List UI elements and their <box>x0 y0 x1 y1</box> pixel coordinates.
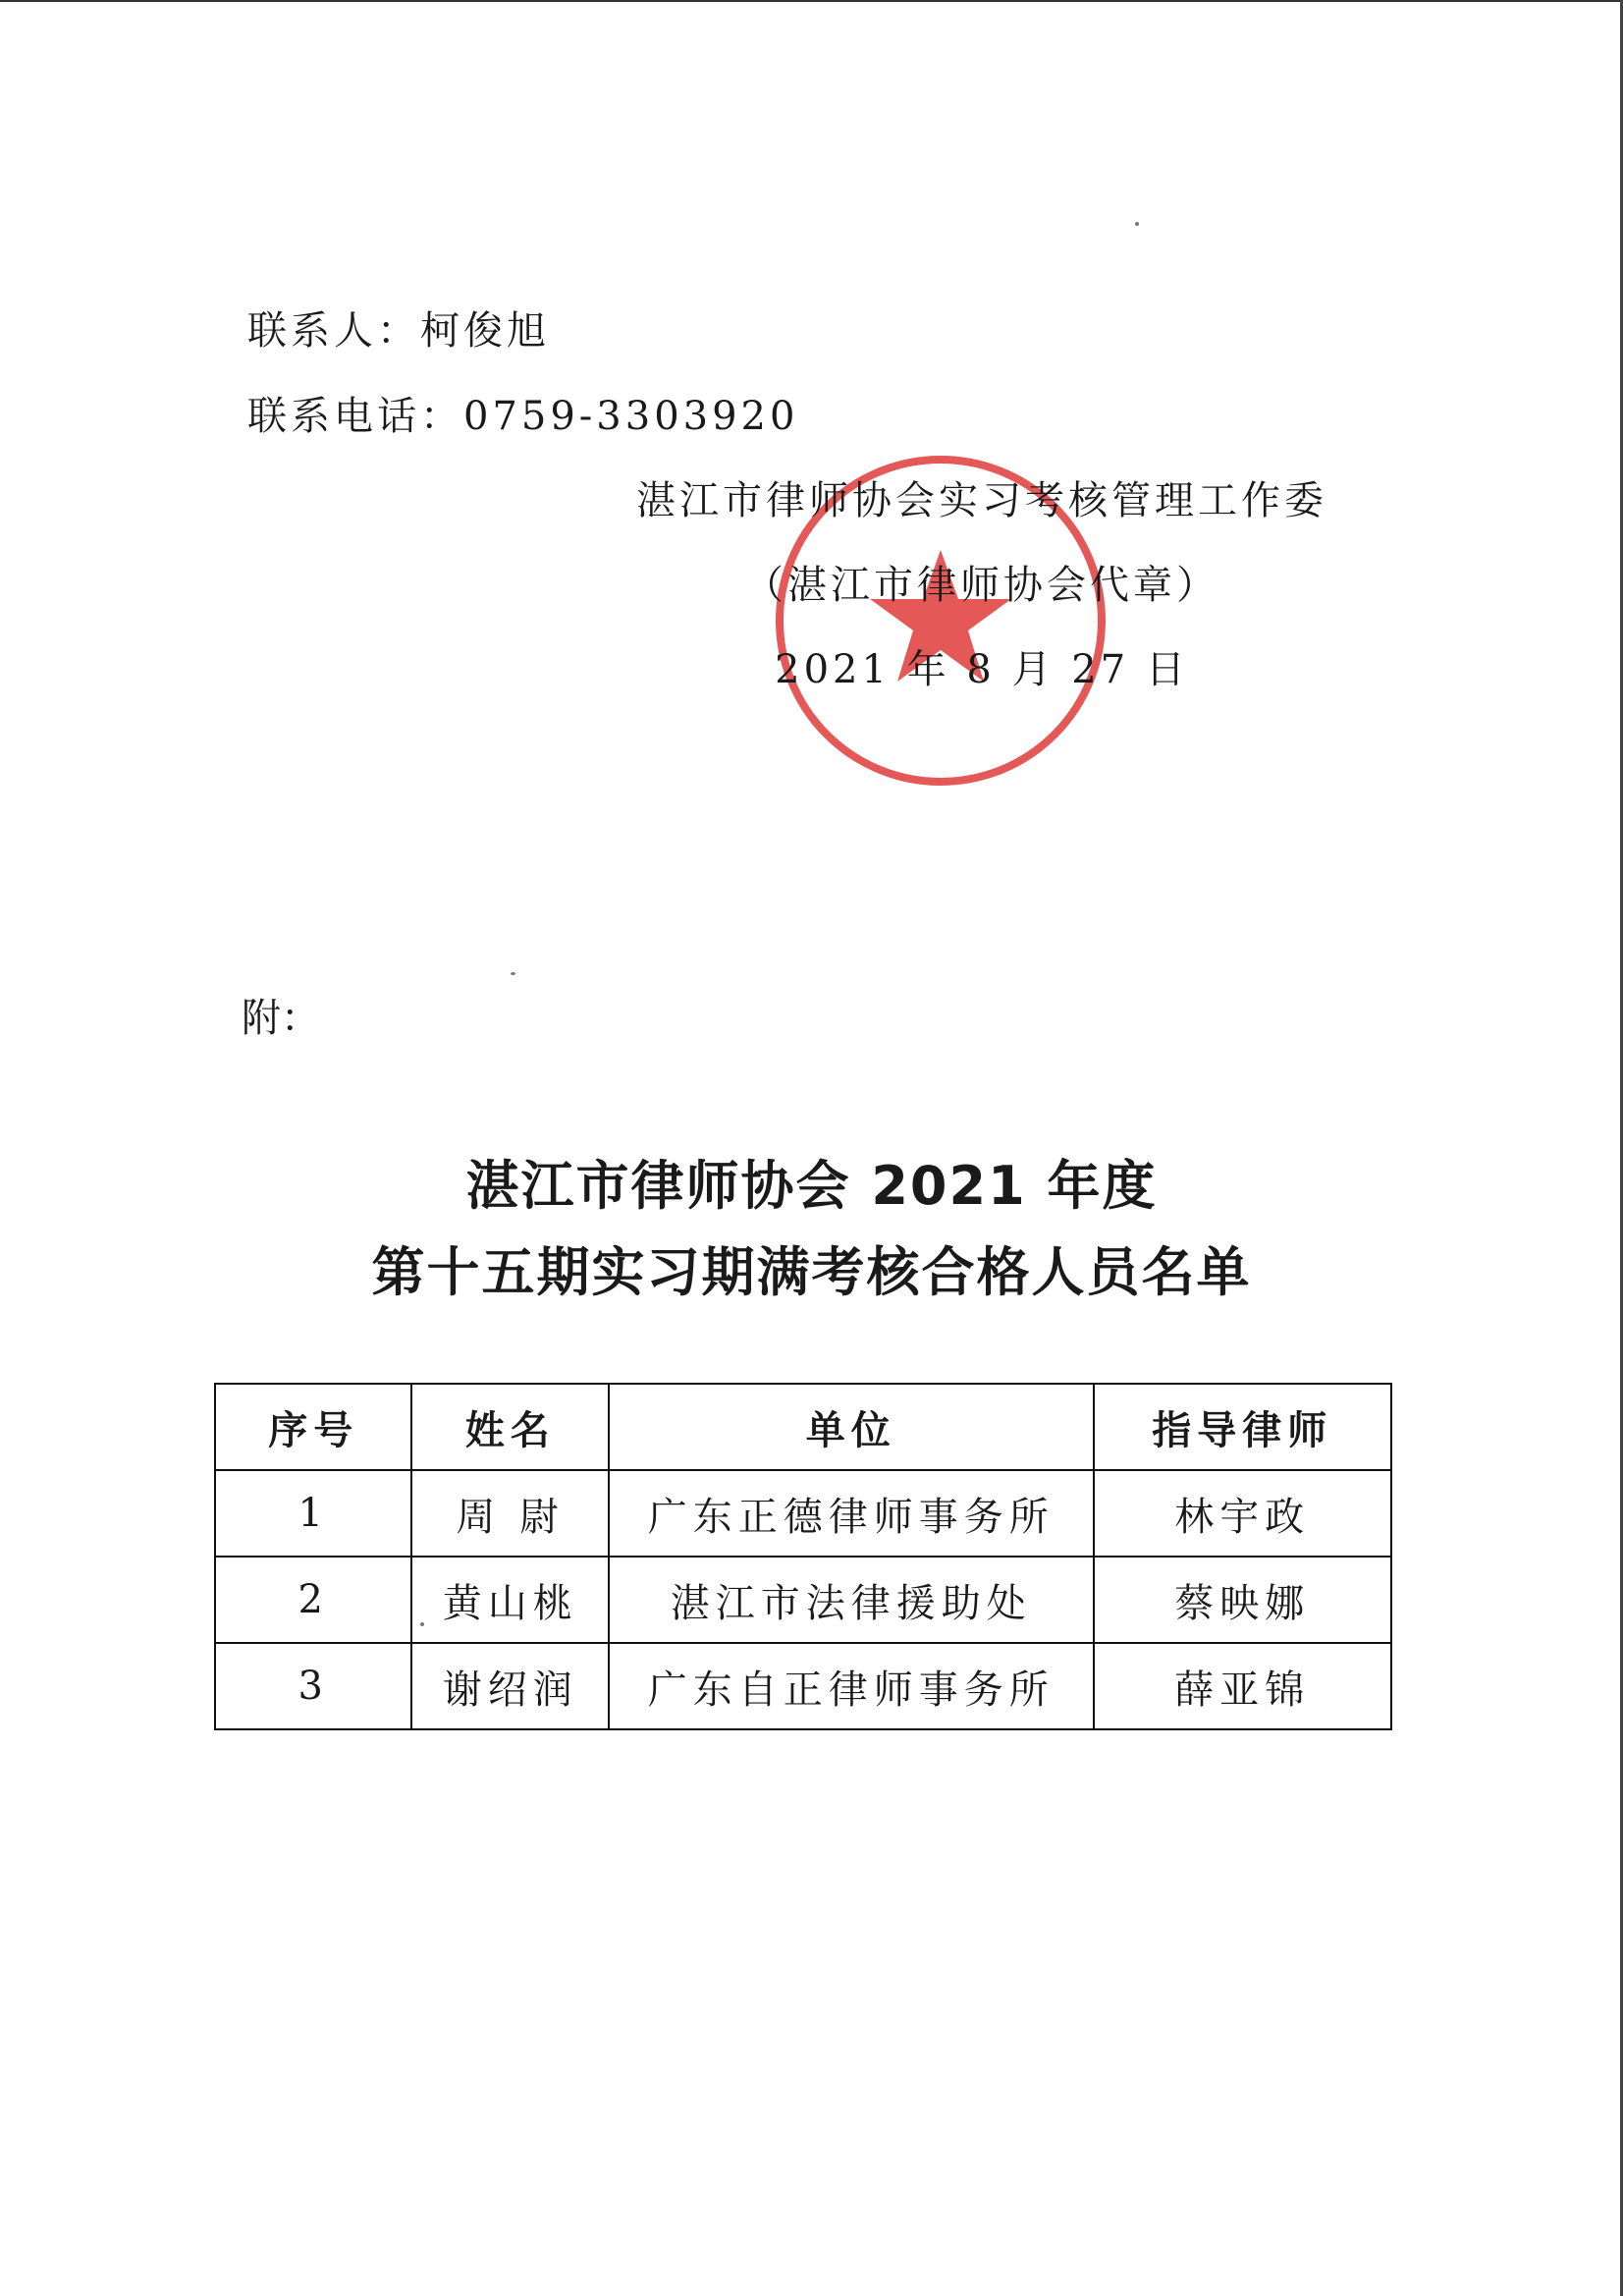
cell-supervisor: 林宇政 <box>1094 1470 1392 1557</box>
table-row <box>215 1557 1391 1643</box>
roster-table <box>214 1383 1392 1730</box>
signature-date: 2021 年 8 月 27 日 <box>775 647 1189 692</box>
cell-name: 黄山桃 <box>411 1557 608 1643</box>
cell-supervisor: 蔡映娜 <box>1094 1557 1392 1643</box>
table-header-row <box>215 1384 1391 1470</box>
attachment-label: 附： <box>242 996 320 1041</box>
contact-person: 联系人：柯俊旭 <box>247 308 550 354</box>
contact-phone: 联系电话：0759-3303920 <box>247 394 799 439</box>
table-row <box>215 1470 1391 1557</box>
signature-organization: 湛江市律师协会实习考核管理工作委 <box>636 478 1327 523</box>
table-row <box>215 1643 1391 1729</box>
cell-supervisor: 薛亚锦 <box>1094 1643 1392 1729</box>
cell-unit: 广东正德律师事务所 <box>609 1470 1094 1557</box>
document-title-line1: 湛江市律师协会 2021 年度 <box>465 1155 1158 1217</box>
scan-edge-top <box>0 0 1623 2</box>
document-title-line2: 第十五期实习期满考核合格人员名单 <box>371 1241 1252 1303</box>
cell-unit: 湛江市法律援助处 <box>609 1557 1094 1643</box>
cell-name: 谢绍润 <box>411 1643 608 1729</box>
header-unit: 单位 <box>609 1384 1094 1470</box>
cell-name: 周 尉 <box>411 1470 608 1557</box>
scan-speck <box>511 972 515 975</box>
cell-index: 1 <box>215 1470 411 1557</box>
scan-speck <box>1135 222 1139 226</box>
signature-seal-note: （湛江市律师协会代章） <box>744 563 1219 608</box>
cell-index: 3 <box>215 1643 411 1729</box>
scan-speck <box>420 1622 424 1626</box>
header-name: 姓名 <box>411 1384 608 1470</box>
header-supervisor: 指导律师 <box>1094 1384 1392 1470</box>
header-index: 序号 <box>215 1384 411 1470</box>
cell-unit: 广东自正律师事务所 <box>609 1643 1094 1729</box>
cell-index: 2 <box>215 1557 411 1643</box>
